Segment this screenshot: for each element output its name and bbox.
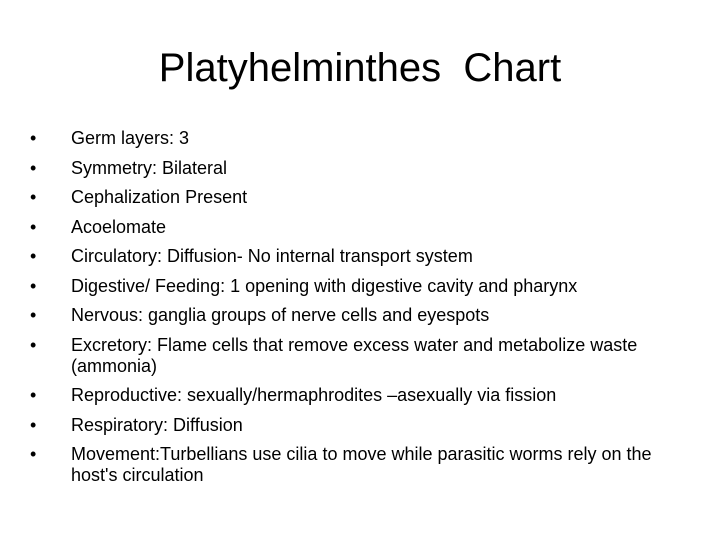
bullet-text: Nervous: ganglia groups of nerve cells and eyespots bbox=[71, 305, 490, 325]
bullet-text: Cephalization Present bbox=[71, 187, 248, 207]
bullet-text: Acoelomate bbox=[71, 216, 167, 237]
bullet-item bbox=[30, 444, 670, 486]
bullet-item bbox=[30, 415, 670, 436]
bullet-item bbox=[30, 335, 670, 377]
bullet-text: Circulatory: Diffusion- No internal transport system bbox=[71, 246, 473, 266]
bullet-item bbox=[30, 217, 670, 238]
bullet-text: Reproductive: sexually/hermaphrodites –asexually via fission bbox=[71, 385, 557, 405]
bullet-dot: • bbox=[30, 128, 37, 148]
bullet-dot: • bbox=[30, 216, 37, 237]
bullet-text: Germ layers: 3 bbox=[71, 128, 190, 148]
bullet-dot: • bbox=[30, 187, 37, 207]
bullet-item bbox=[30, 305, 670, 326]
bullet-text: Respiratory: Diffusion bbox=[71, 414, 243, 435]
bullet-item bbox=[30, 246, 670, 267]
bullet-item bbox=[30, 187, 670, 208]
bullet-text: Movement:Turbellians use cilia to move while parasitic worms rely on the host's circulation bbox=[71, 444, 652, 485]
bullet-dot: • bbox=[30, 305, 37, 325]
slide-title: Platyhelminthes Chart bbox=[158, 46, 562, 90]
bullet-dot: • bbox=[30, 246, 37, 266]
bullet-dot: • bbox=[30, 444, 37, 464]
bullet-text: Excretory: Flame cells that remove excess water and metabolize waste (ammonia) bbox=[71, 334, 638, 376]
bullet-dot: • bbox=[30, 334, 37, 355]
bullet-dot: • bbox=[30, 157, 37, 178]
bullet-text: Digestive/ Feeding: 1 opening with digestive cavity and pharynx bbox=[71, 275, 578, 296]
bullet-dot: • bbox=[30, 385, 37, 405]
bullet-item bbox=[30, 158, 670, 179]
bullet-item bbox=[30, 128, 670, 149]
bullet-dot: • bbox=[30, 414, 37, 435]
bullet-list bbox=[30, 128, 670, 495]
bullet-text: Symmetry: Bilateral bbox=[71, 157, 228, 178]
bullet-dot: • bbox=[30, 275, 37, 296]
bullet-item bbox=[30, 385, 670, 406]
bullet-item bbox=[30, 276, 670, 297]
